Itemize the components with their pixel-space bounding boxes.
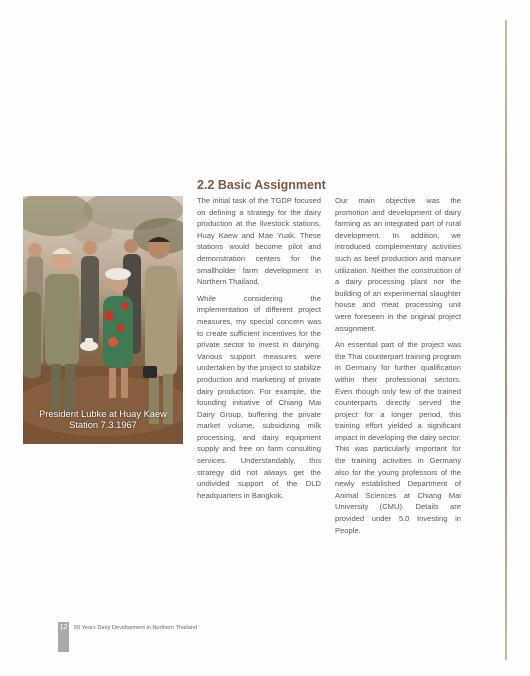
page-number: 12: [59, 624, 68, 631]
historic-photo: [23, 196, 183, 444]
photo-caption-line-1: President Lubke at Huay Kaew: [39, 409, 167, 419]
paragraph: While considering the implementation of different project measures, my special concern was to create sufficient incentives for the private sector to invest in dairying. Various support measures were undertaken by the project to stabilize production and marketing of private dairy production. For example, the founding initiative of Chiang Mai Dairy Group, buffering the private market volume, subsidizing milk processing, and dairy equipment supply and free on farm consulting services. Understandably, this strategy did not always get the undivided support of the DLD headquarters in Bangkok.: [197, 293, 321, 500]
paragraph: Our main objective was the promotion and development of dairy farming as an integrated part of rural development. In addition, we introduced complementary activities such as beef production and manure utilization. Neither the construction of a dairy processing plant nor the building of an experimental slaughter house and meat processing unit were foreseen in the original project assignment.: [335, 196, 461, 333]
paragraph: The initial task of the TGDP focused on defining a strategy for the dairy production at the livestock stations, Huay Kaew and Mae Yuak. These stations would become pilot and demonstration centers for the smallholder farm development in Northern Thailand.: [197, 196, 321, 287]
photo-illustration: [23, 196, 183, 444]
photo-caption: [23, 409, 183, 431]
section-heading: 2.2 Basic Assignment: [197, 178, 326, 192]
footer-title: 50 Years Dairy Development in Northern Thailand: [74, 625, 198, 631]
text-column-left: [197, 195, 321, 506]
page-edge-rule: [505, 20, 507, 660]
photo-caption-line-2: Station 7.3.1967: [69, 420, 137, 430]
paragraph: An essential part of the project was the Thai counterpart training program in Germany for further qualification within their professional sectors. Even though only few of the trained counterparts directly served the project for a longer period, this training effort yielded a significant impact in developing the dairy sector. This was particularly important for the training activities in Germany also for the young professors of the newly established Department of Animal Sciences at Chiang Mai University (CMU). Details are provided under 5.0 Investing in People.: [335, 340, 461, 535]
text-column-right: [335, 195, 461, 541]
